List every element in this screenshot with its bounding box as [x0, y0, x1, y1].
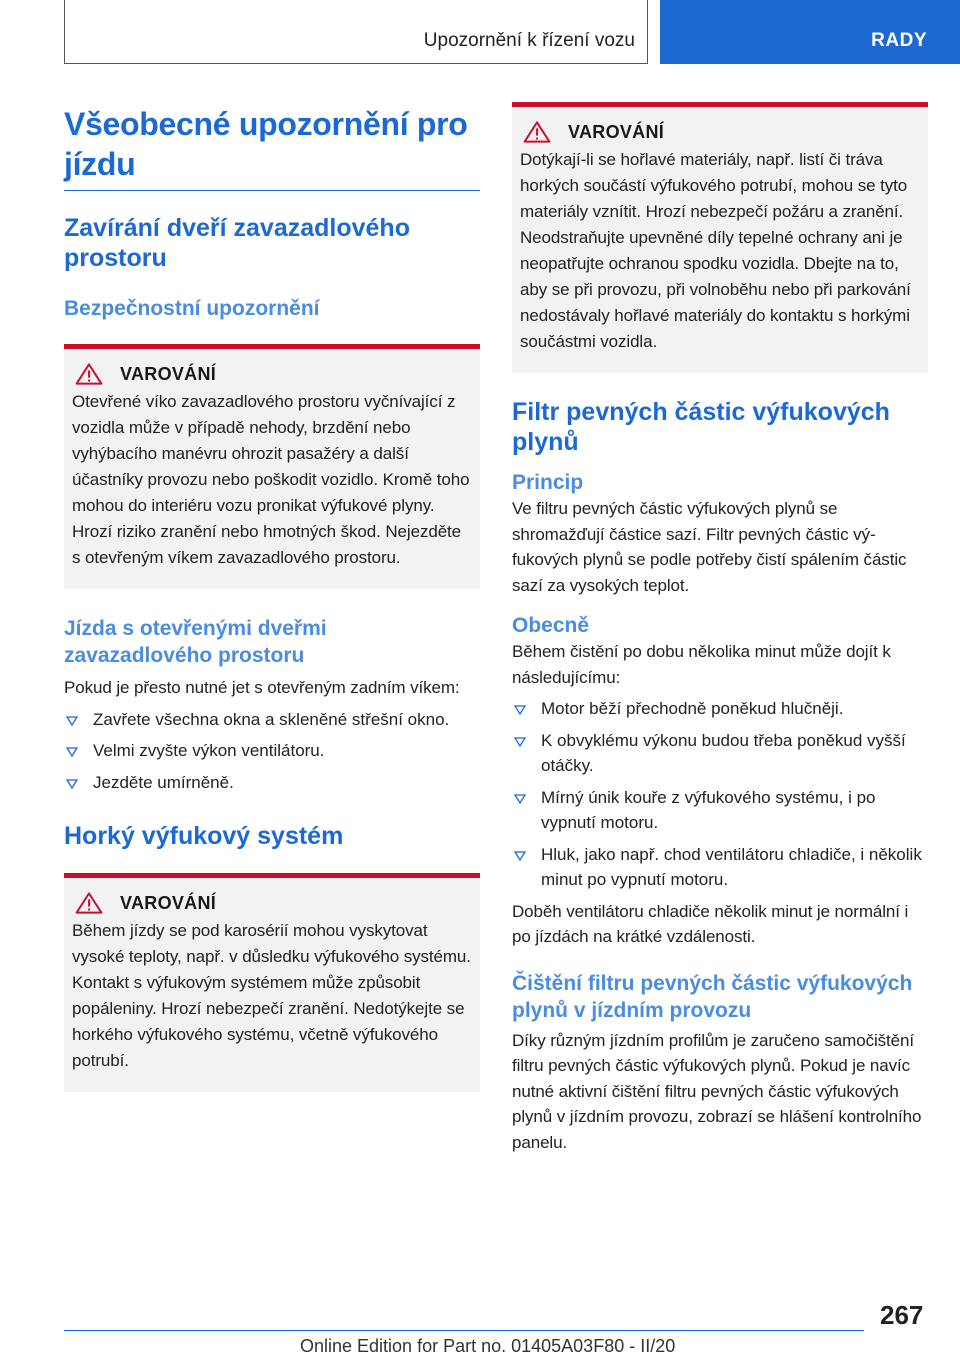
list-open-trunk	[64, 707, 480, 796]
page-title: Všeobecné upozornění pro jízdu	[64, 102, 480, 191]
list-item: Hluk, jako např. chod ventilátoru chladiče, i několik minut po vypnutí motoru.	[512, 842, 928, 893]
list-item: Zavřete všechna okna a skleněné střešní okno.	[64, 707, 480, 733]
warning-header	[72, 892, 472, 914]
paragraph-filter-cleaning: Díky různým jízdním profilům je zaručeno samočištění filtru pevných částic výfukových plynů. Pokud je navíc nutné aktivní čištění filtru pevných částic výfukových plynů v jízdním provozu, zobrazí se hlášení kontrolního panelu.	[512, 1030, 922, 1152]
heading-filter-cleaning: Čištění filtru pevných částic výfukových plynů v jízdním provozu	[512, 971, 913, 1022]
warning-text: Otevřené víko zavazadlového prostoru vyčnívající z vozidla může v případě nehody, brzdění nebo vyhýbacího manévru ohrozit pasažéry a další účastníky provozu nebo poškodit vozidlo. Kromě toho mohou do interiéru vozu pronikat výfukové plyny. Hrozí riziko zranění nebo hmotných škod. Nejezděte s otevřeným víkem zavazadlového prostoru.	[72, 392, 470, 567]
list-item: Jezděte umírněně.	[64, 770, 480, 796]
warning-header	[72, 363, 472, 385]
paragraph-fan-overrun: Doběh ventilátoru chladiče několik minut je normální i po jízdách na krátké vzdálenosti.	[512, 901, 909, 946]
warning-header	[520, 121, 920, 143]
heading-trunk-closing: Zavírání dveří zavazadlového prostoru	[64, 214, 410, 272]
header-section-tab[interactable]	[660, 0, 960, 64]
bullet-triangle-icon	[514, 705, 526, 715]
bullet-triangle-icon	[66, 747, 78, 757]
right-column	[512, 102, 928, 1155]
bullet-triangle-icon	[514, 851, 526, 861]
heading-principle: Princip	[512, 471, 584, 494]
bullet-triangle-icon	[514, 794, 526, 804]
warning-box-trunk	[64, 344, 480, 589]
list-item: K obvyklému výkonu budou třeba poněkud vyšší otáčky.	[512, 728, 928, 779]
heading-particulate-filter: Filtr pevných částic výfukových plynů	[512, 398, 890, 456]
list-general	[512, 696, 928, 893]
footer-divider	[64, 1330, 864, 1331]
left-column	[64, 102, 480, 1092]
warning-text: Během jízdy se pod karosérií mohou vyskytovat vysoké teploty, např. v důsledku výfukového systému. Kontakt s výfukovým systémem může způsobit popáleniny. Hrozí nebezpečí zranění. Nedotýkejte se horkého výfukového systému, včetně výfukového potrubí.	[72, 921, 471, 1070]
paragraph-principle: Ve filtru pevných částic výfukových plynů se shromažďují částice sazí. Filtr pevných částic výfukových plynů se podle potřeby čistí spálením částic sazí za vysokých teplot.	[512, 499, 907, 595]
paragraph-open-trunk: Pokud je přesto nutné jet s otevřeným zadním víkem:	[64, 678, 460, 697]
warning-box-hot-exhaust	[64, 873, 480, 1092]
warning-label: VAROVÁNÍ	[120, 363, 217, 384]
list-item: Motor běží přechodně poněkud hlučněji.	[512, 696, 928, 722]
heading-safety-notice: Bezpečnostní upozornění	[64, 297, 320, 320]
warning-box-flammable	[512, 102, 928, 373]
warning-label: VAROVÁNÍ	[568, 121, 665, 142]
footer-edition: Online Edition for Part no. 01405A03F80 - II/20	[300, 1336, 676, 1356]
header-chapter-title: Upozornění k řízení vozu	[423, 30, 635, 51]
warning-text: Dotýkají-li se hořlavé materiály, např. listí či tráva horkých součástí výfukového potrubí, mohou se tyto materiály vznítit. Hrozí nebezpečí požáru a zranění. Neodstraňujte upevněné díly tepelné ochrany ani je neopatřujte ochranou spodku vozidla. Dbejte na to, aby se při provozu, při volnoběhu nebo při parkování nedostávaly hořlavé materiály do kontaktu s horkými součástmi vozidla.	[520, 150, 911, 351]
heading-general: Obecně	[512, 614, 590, 637]
heading-hot-exhaust: Horký výfukový systém	[64, 822, 344, 850]
list-item: Mírný únik kouře z výfukového systému, i po vypnutí motoru.	[512, 785, 928, 836]
header-chapter-box	[64, 0, 648, 64]
bullet-triangle-icon	[66, 716, 78, 726]
bullet-triangle-icon	[514, 737, 526, 747]
heading-open-trunk-driving: Jízda s otevřenými dveřmi zavazadlového prostoru	[64, 617, 327, 667]
warning-triangle-icon	[74, 363, 104, 385]
paragraph-general: Během čistění po dobu několika minut může dojít k následujícímu:	[512, 642, 891, 687]
warning-label: VAROVÁNÍ	[120, 892, 217, 913]
list-item: Velmi zvyšte výkon ventilátoru.	[64, 738, 480, 764]
bullet-triangle-icon	[66, 779, 78, 789]
header-section-label: RADY	[871, 30, 927, 51]
warning-triangle-icon	[74, 892, 104, 914]
page-number: 267	[880, 1300, 924, 1330]
warning-triangle-icon	[522, 121, 552, 143]
